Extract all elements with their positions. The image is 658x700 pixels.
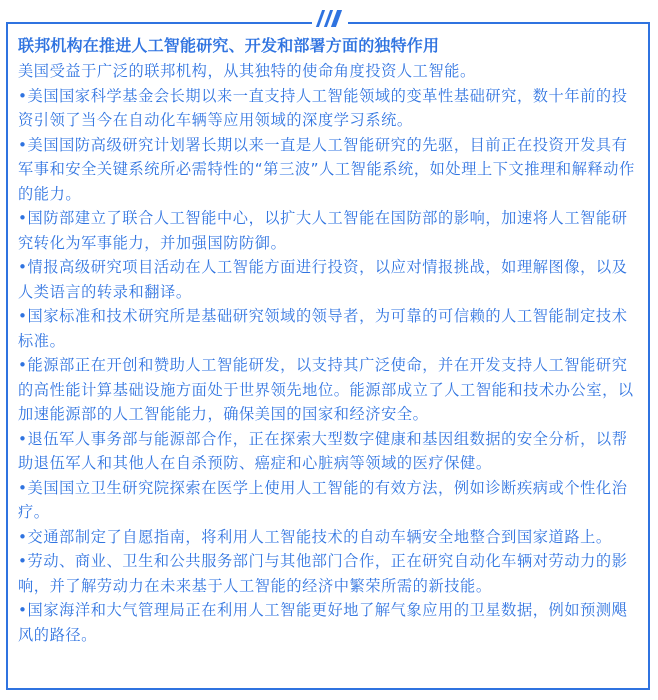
article-body: [18, 34, 640, 647]
list-item: •退伍军人事务部与能源部合作，正在探索大型数字健康和基因组数据的安全分析，以帮助退伍军人和其他人在自杀预防、癌症和心脏病等领域的医疗保健。: [18, 429, 628, 472]
slash-stroke: [331, 10, 342, 27]
list-item: •交通部制定了自愿指南，将利用人工智能技术的自动车辆安全地整合到国家道路上。: [18, 527, 612, 546]
list-item: •国家海洋和大气管理局正在利用人工智能更好地了解气象应用的卫星数据，例如预测飓风的路径。: [18, 601, 628, 644]
list-item: •美国国家科学基金会长期以来一直支持人工智能领域的变革性基础研究，数十年前的投资引领了当今在自动化车辆等应用领域的深度学习系统。: [18, 86, 628, 129]
list-item: •国防部建立了联合人工智能中心，以扩大人工智能在国防部的影响，加速将人工智能研究转化为军事能力，并加强国防防御。: [18, 209, 628, 252]
slash-decoration-icon: [312, 8, 348, 32]
section-title: 联邦机构在推进人工智能研究、开发和部署方面的独特作用: [18, 36, 440, 55]
intro-paragraph: 美国受益于广泛的联邦机构，从其独特的使命角度投资人工智能。: [18, 62, 476, 80]
list-item: •美国国防高级研究计划署长期以来一直是人工智能研究的先驱，目前正在投资开发具有军事和安全关键系统所必需特性的“第三波”人工智能系统，如处理上下文推理和解释动作的能力。: [18, 135, 635, 203]
list-item: •情报高级研究项目活动在人工智能方面进行投资，以应对情报挑战，如理解图像，以及人类语言的转录和翻译。: [18, 258, 628, 301]
list-item: •能源部正在开创和赞助人工智能研发，以支持其广泛使命，并在开发支持人工智能研究的高性能计算基础设施方面处于世界领先地位。能源部成立了人工智能和技术办公室，以加速能源部的人工智能能力，确保美国的国家和经济安全。: [18, 356, 634, 423]
list-item: •劳动、商业、卫生和公共服务部门与其他部门合作，正在研究自动化车辆对劳动力的影响，并了解劳动力在未来基于人工智能的经济中繁荣所需的新技能。: [18, 552, 628, 595]
list-item: •美国国立卫生研究院探索在医学上使用人工智能的有效方法，例如诊断疾病或个性化治疗。: [18, 478, 628, 521]
list-item: •国家标准和技术研究所是基础研究领域的领导者，为可靠的可信赖的人工智能制定技术标准。: [18, 307, 628, 350]
